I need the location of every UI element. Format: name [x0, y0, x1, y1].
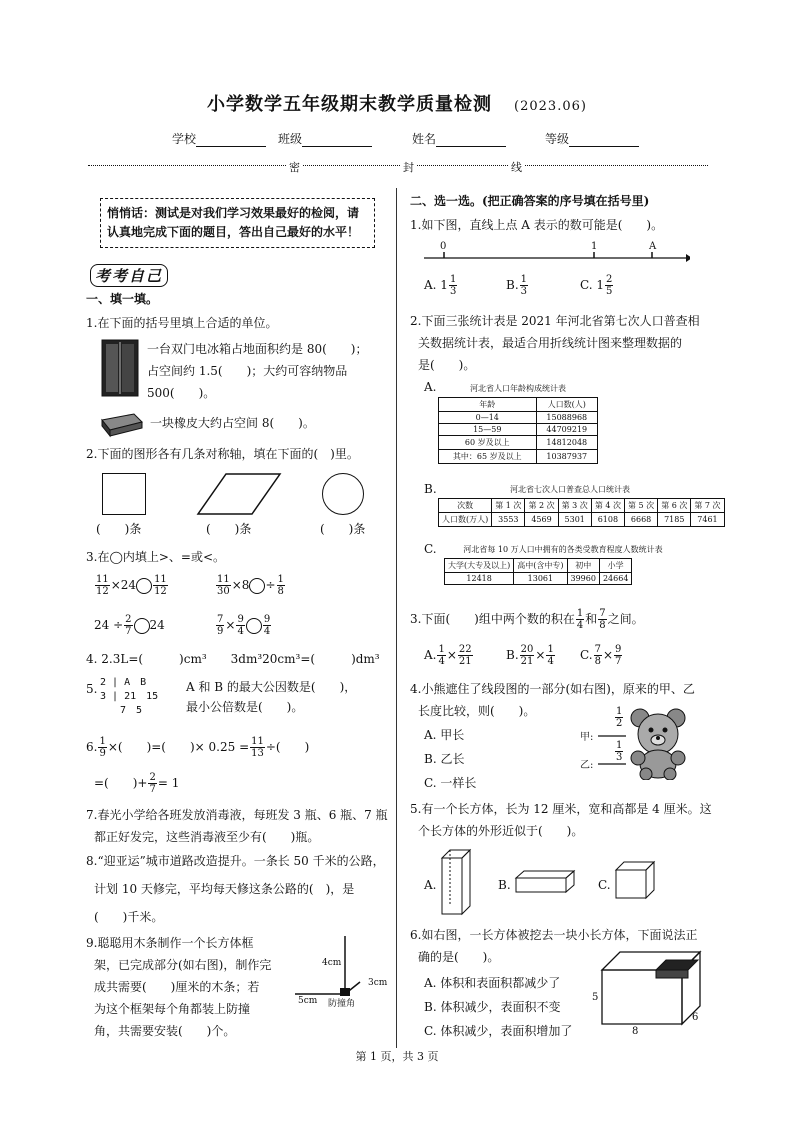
fraction: $\frac{7}{8}$ [594, 644, 601, 667]
q3-item-c: 24 ÷ $\frac{2}{7}$ 24 [94, 614, 165, 637]
fraction: $\frac{22}{21}$ [458, 644, 472, 667]
fraction: $\frac{7}{8}$ [599, 608, 606, 631]
section2-heading: 二、选一选。(把正确答案的序号填在括号里) [410, 194, 650, 208]
dim-length: 8 [632, 1026, 639, 1037]
r-q4-line1: 4.小熊遮住了线段图的一部分(如右图)，原来的甲、乙 [410, 682, 695, 696]
q7-line2: 都正好发完，这些消毒液至少有( )瓶。 [94, 830, 320, 844]
q2-blank-parallelogram: ( )条 [206, 522, 252, 536]
fraction: $\frac{2}{5}$ [606, 274, 613, 297]
q1-prompt: 1.在下面的括号里填上合适的单位。 [86, 316, 278, 330]
r-q4-option-c[interactable]: C. 一样长 [424, 776, 477, 790]
r-q4-line2: 长度比较，则( )。 [418, 704, 536, 718]
fraction: $\frac{1}{4}$ [547, 644, 554, 667]
r-q2-line2: 关数据统计表，最适合用折线统计图来整理数据的 [418, 336, 683, 350]
q9-width-label: 5cm [298, 996, 318, 1006]
r-q6-option-a[interactable]: A. 体积和表面积都减少了 [424, 976, 561, 990]
q1-line-a3: 500( )。 [147, 386, 216, 400]
q1-line-a1: 一台双门电冰箱占地面积约是 80( )； [147, 342, 368, 356]
fraction: $\frac{9}{4}$ [263, 614, 271, 637]
fraction: $\frac{1}{4}$ [576, 608, 584, 631]
q8-line2: 计划 10 天修完，平均每天修这条公路的( )，是 [94, 882, 355, 896]
q6-line1: 6. $\frac{1}{9}$ ×( )=( )× 0.25 = $\frac{11}{13}$ ÷( ) [86, 736, 310, 759]
q8-line1: 8.“迎亚运”城市道路改造提升。一条长 50 千米的公路， [86, 854, 385, 868]
fraction: $\frac{1}{9}$ [99, 736, 106, 759]
fraction: $\frac{7}{9}$ [217, 614, 224, 637]
r-q6-line2: 确的是( )。 [418, 950, 500, 964]
q9-corner-label: 防撞角 [328, 999, 356, 1009]
r-q4-option-b[interactable]: B. 乙长 [424, 752, 465, 766]
fraction: $\frac{2}{7}$ [149, 772, 156, 795]
q3-item-d: $\frac{7}{9}$ × $\frac{9}{4}$ $\frac{9}{4}$ [217, 614, 271, 637]
q2-prompt: 2.下面的图形各有几条对称轴，填在下面的( )里。 [86, 447, 359, 461]
name-field[interactable]: 姓名 [412, 130, 506, 147]
q3-item-a: $\frac{11}{12}$ ×24 $\frac{11}{12}$ [96, 574, 167, 597]
table-a-option[interactable]: A. [424, 380, 437, 394]
notice-box: 悄悄话：测试是对我们学习效果最好的检阅，请 认真地完成下面的题目，答出自己最好的水平！ [100, 198, 375, 248]
class-field[interactable]: 班级 [278, 130, 372, 147]
table-a: 年龄 人口数(人) 0—14 15088968 15—59 44709219 60 岁及以上 14812048 其中：65 岁及以上 10387937 [438, 397, 598, 464]
q9-line5: 角，共需要安装( )个。 [94, 1024, 236, 1038]
q5-line2: 最小公倍数是( )。 [186, 700, 304, 714]
yi-label: 乙: [580, 760, 594, 771]
fraction: $\frac{11}{30}$ [217, 574, 230, 597]
tick-label-0: 0 [440, 241, 447, 252]
r-q1-prompt: 1.如下图，直线上点 A 表示的数可能是( )。 [410, 218, 664, 232]
exam-date: (2023.06) [514, 99, 587, 114]
circle-shape [322, 473, 364, 515]
grade-field[interactable]: 等级 [545, 130, 639, 147]
q9-depth-label: 3cm [368, 978, 388, 988]
fraction: $\frac{9}{7}$ [615, 644, 622, 667]
school-field[interactable]: 学校 [172, 130, 266, 147]
fraction: $\frac{2}{7}$ [125, 614, 132, 637]
parallelogram-shape [196, 472, 282, 516]
seal-label-mi: 密 [286, 159, 303, 175]
q2-blank-circle: ( )条 [320, 522, 366, 536]
cut-cuboid-figure [598, 948, 706, 1028]
r-q3-prompt: 3.下面( )组中两个数的积在 $\frac{1}{4}$ 和 $\frac{7}{8}$ 之间。 [410, 608, 644, 631]
q5-number: 5. [86, 682, 98, 696]
fraction-half: $\frac{1}{2}$ [616, 706, 623, 729]
q9-line3: 成共需要( )厘米的木条；若 [94, 980, 260, 994]
compare-circle[interactable] [134, 618, 150, 634]
fraction: $\frac{1}{8}$ [277, 574, 284, 597]
table-c-option[interactable]: C. [424, 542, 437, 556]
q3-item-b: $\frac{11}{30}$ ×8 ÷ $\frac{1}{8}$ [217, 574, 284, 597]
teddy-bear-icon [596, 706, 692, 780]
table-b-option[interactable]: B. [424, 482, 437, 496]
r-q1-option-b[interactable]: B. $\frac{1}{3}$ [506, 274, 528, 297]
section1-heading: 一、填一填。 [86, 292, 159, 306]
q6-line2: =( )+ $\frac{2}{7}$ = 1 [94, 772, 180, 795]
fraction: $\frac{9}{4}$ [237, 614, 244, 637]
r-q2-line3: 是( )。 [418, 358, 476, 372]
q9-line1: 9.聪聪用木条制作一个长方体框 [86, 936, 254, 950]
r-q4-option-a[interactable]: A. 甲长 [424, 728, 465, 742]
q9-line2: 架，已完成部分(如右图)，制作完 [94, 958, 272, 972]
table-c-title: 河北省每 10 万人口中拥有的各类受教育程度人数统计表 [463, 545, 663, 554]
flat-cuboid-figure [512, 868, 578, 896]
tick-label-a: A [649, 241, 657, 252]
fraction: $\frac{1}{3}$ [520, 274, 528, 297]
compare-circle[interactable] [249, 578, 265, 594]
table-a-title: 河北省人口年龄构成统计表 [470, 384, 566, 393]
q5-line1: A 和 B 的最大公因数是( )， [186, 680, 357, 694]
cube-figure [612, 858, 658, 902]
q1-line-a2: 占空间约 1.5( )；大约可容纳物品 [147, 364, 348, 378]
r-q5-line2: 个长方体的外形近似于( )。 [418, 824, 584, 838]
q7-line1: 7.春光小学给各班发放消毒液，每班发 3 瓶、6 瓶、7 瓶 [86, 808, 388, 822]
tick-label-1: 1 [591, 241, 598, 252]
table-b-title: 河北省七次人口普查总人口统计表 [510, 485, 630, 494]
page-footer: 第 1 页，共 3 页 [355, 1050, 439, 1063]
q2-blank-square: ( )条 [96, 522, 142, 536]
fraction: $\frac{11}{12}$ [96, 574, 109, 597]
r-q1-option-a[interactable]: A. 1 $\frac{1}{3}$ [424, 274, 457, 297]
fraction: $\frac{1}{3}$ [449, 274, 457, 297]
jia-label: 甲: [580, 732, 594, 743]
q4-prompt: 4. 2.3L=( )cm³ 3dm³20cm³=( )dm³ [86, 652, 380, 666]
q8-line3: ( )千米。 [94, 910, 164, 924]
r-q5-option-c[interactable]: C. [598, 878, 611, 892]
eraser-icon [98, 410, 146, 438]
r-q3-option-c[interactable]: C. $\frac{7}{8}$ × $\frac{9}{7}$ [580, 644, 622, 667]
compare-circle[interactable] [246, 618, 262, 634]
seal-label-xian: 线 [508, 159, 525, 175]
fraction-third: $\frac{1}{3}$ [616, 740, 623, 763]
r-q6-option-c[interactable]: C. 体积减少，表面积增加了 [424, 1024, 573, 1038]
r-q3-option-b[interactable]: B. $\frac{20}{21}$ × $\frac{1}{4}$ [506, 644, 554, 667]
r-q6-option-b[interactable]: B. 体积减少，表面积不变 [424, 1000, 561, 1014]
q5-division-ladder: 2 | A B 3 | 21 15 7 5 [100, 677, 159, 716]
seal-line [88, 165, 708, 166]
r-q3-option-a[interactable]: A. $\frac{1}{4}$ × $\frac{22}{21}$ [424, 644, 472, 667]
r-q2-line1: 2.下面三张统计表是 2021 年河北省第七次人口普查相 [410, 314, 700, 328]
tall-cuboid-figure [438, 846, 474, 918]
r-q6-line1: 6.如右图，一长方体被挖去一块小长方体，下面说法正 [410, 928, 698, 942]
fraction: $\frac{1}{4}$ [438, 644, 445, 667]
seal-label-feng: 封 [400, 159, 417, 175]
q9-line4: 为这个框架每个角都装上防撞 [94, 1002, 251, 1016]
refrigerator-icon [100, 338, 142, 398]
dim-width: 6 [692, 1012, 699, 1023]
dim-height: 5 [592, 992, 599, 1003]
page-title: 小学数学五年级期末教学质量检测 (2023.06) [207, 94, 587, 115]
q3-prompt: 3.在◯内填上>、=或<。 [86, 550, 226, 564]
column-divider [396, 188, 397, 1048]
table-c: 大学(大专及以上) 高中(含中专) 初中 小学 12418 13061 39960 24664 [444, 558, 632, 585]
section-badge: 考考自己 [90, 264, 168, 287]
table-b: 次数 第 1 次 第 2 次 第 3 次 第 4 次 第 5 次 第 6 次 第 7 次 人口数(万人) 3553 4569 5301 6108 6668 7185 7461 [438, 498, 725, 527]
r-q5-option-a[interactable]: A. [424, 878, 437, 892]
fraction: $\frac{20}{21}$ [520, 644, 534, 667]
fraction: $\frac{11}{13}$ [251, 736, 264, 759]
compare-circle[interactable] [136, 578, 152, 594]
q1-line-b: 一块橡皮大约占空间 8( )。 [150, 416, 315, 430]
square-shape [102, 473, 146, 515]
r-q5-line1: 5.有一个长方体，长为 12 厘米，宽和高都是 4 厘米。这 [410, 802, 712, 816]
r-q5-option-b[interactable]: B. [498, 878, 511, 892]
q9-height-label: 4cm [322, 958, 342, 968]
r-q1-option-c[interactable]: C. 1 $\frac{2}{5}$ [580, 274, 613, 297]
fraction: $\frac{11}{12}$ [154, 574, 167, 597]
